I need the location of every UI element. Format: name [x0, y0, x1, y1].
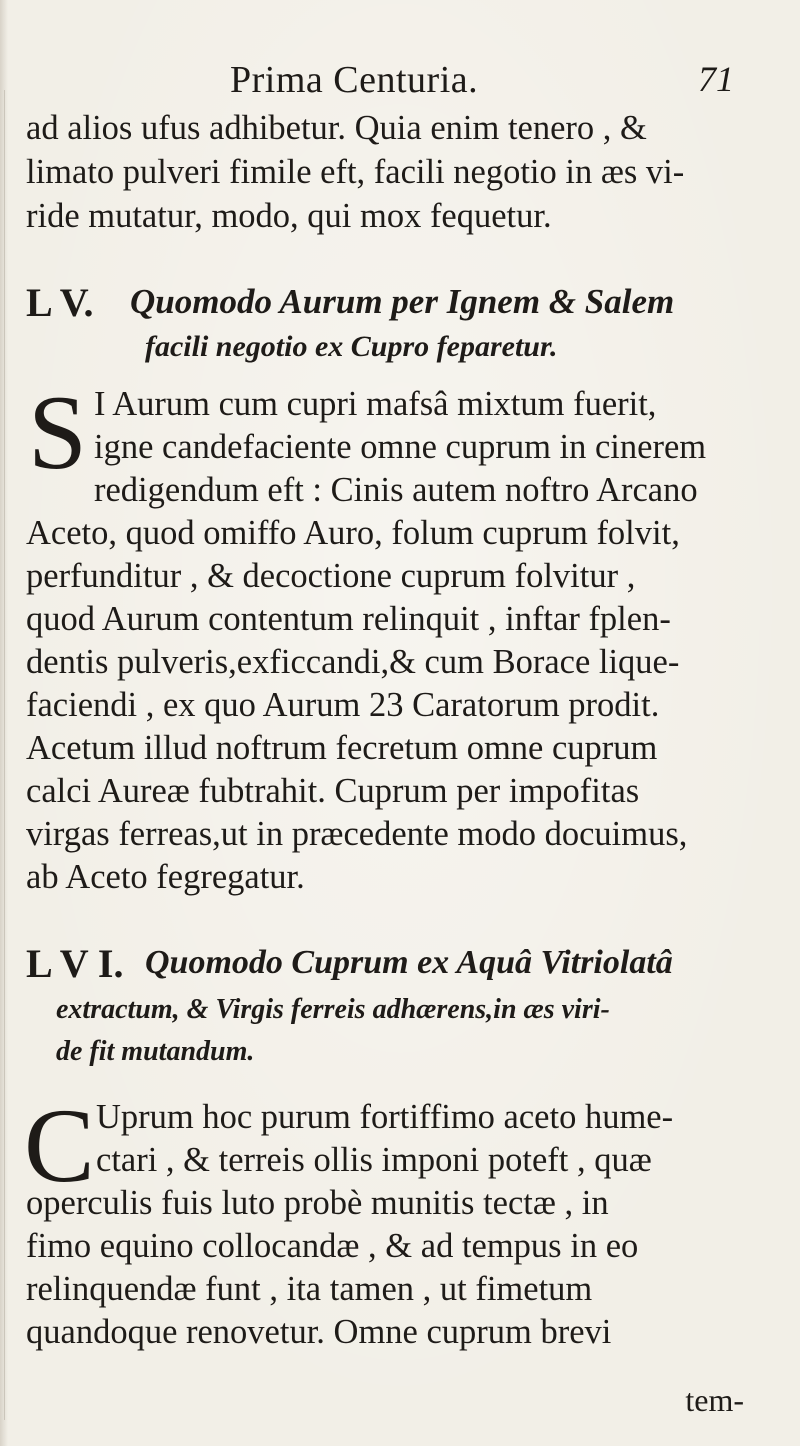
section-number: L V.: [26, 280, 94, 325]
running-head: Prima Centuria.: [230, 59, 479, 101]
section-title: Quomodo Cuprum ex Aquâ Vitriolatâ: [145, 944, 673, 981]
text-line: limato pulveri fimile eft, facili negotio in æs vi-: [26, 153, 685, 191]
text-line: perfunditur , & decoctione cuprum folvitur ,: [26, 557, 636, 595]
text-line: quandoque renovetur. Omne cuprum brevi: [26, 1313, 612, 1351]
text-line: Uprum hoc purum fortiffimo aceto hume-: [96, 1098, 674, 1136]
section-subtitle: extractum, & Virgis ferreis adhærens,in æs viri-: [56, 994, 610, 1025]
text-line: quod Aurum contentum relinquit , inftar fplen-: [26, 600, 671, 638]
text-line: ctari , & terreis ollis imponi poteft , quæ: [96, 1141, 652, 1179]
section-subtitle: de fit mutandum.: [56, 1036, 255, 1067]
text-line: virgas ferreas,ut in præcedente modo docuimus,: [26, 815, 688, 853]
section-number: L V I.: [26, 941, 124, 986]
text-line: faciendi , ex quo Aurum 23 Caratorum prodit.: [26, 686, 660, 724]
gutter-shadow-line: [4, 90, 5, 1420]
text-line: I Aurum cum cupri mafsâ mixtum fuerit,: [94, 385, 657, 423]
text-line: ab Aceto fegregatur.: [26, 858, 305, 896]
section-title: Quomodo Aurum per Ignem & Salem: [130, 282, 675, 321]
text-line: redigendum eft : Cinis autem noftro Arcano: [94, 471, 698, 509]
text-line: dentis pulveris,exficcandi,& cum Borace lique-: [26, 643, 680, 681]
text-line: ad alios ufus adhibetur. Quia enim tenero , &: [26, 109, 647, 147]
catchword: tem-: [685, 1382, 744, 1418]
page-number: 71: [698, 59, 734, 99]
text-line: operculis fuis luto probè munitis tectæ , in: [26, 1184, 609, 1222]
section-subtitle: facili negotio ex Cupro feparetur.: [145, 330, 558, 363]
drop-cap: S: [28, 374, 87, 491]
text-line: fimo equino collocandæ , & ad tempus in eo: [26, 1227, 639, 1265]
drop-cap: C: [24, 1087, 95, 1204]
text-line: relinquendæ funt , ita tamen , ut fimetum: [26, 1270, 593, 1308]
text-line: ride mutatur, modo, qui mox fequetur.: [26, 197, 552, 235]
text-line: Acetum illud noftrum fecretum omne cuprum: [26, 729, 658, 767]
page-header: [0, 58, 800, 106]
text-line: calci Aureæ fubtrahit. Cuprum per impofitas: [26, 772, 640, 810]
text-line: Aceto, quod omiffo Auro, folum cuprum folvit,: [26, 514, 680, 552]
text-line: igne candefaciente omne cuprum in cinerem: [94, 428, 707, 466]
